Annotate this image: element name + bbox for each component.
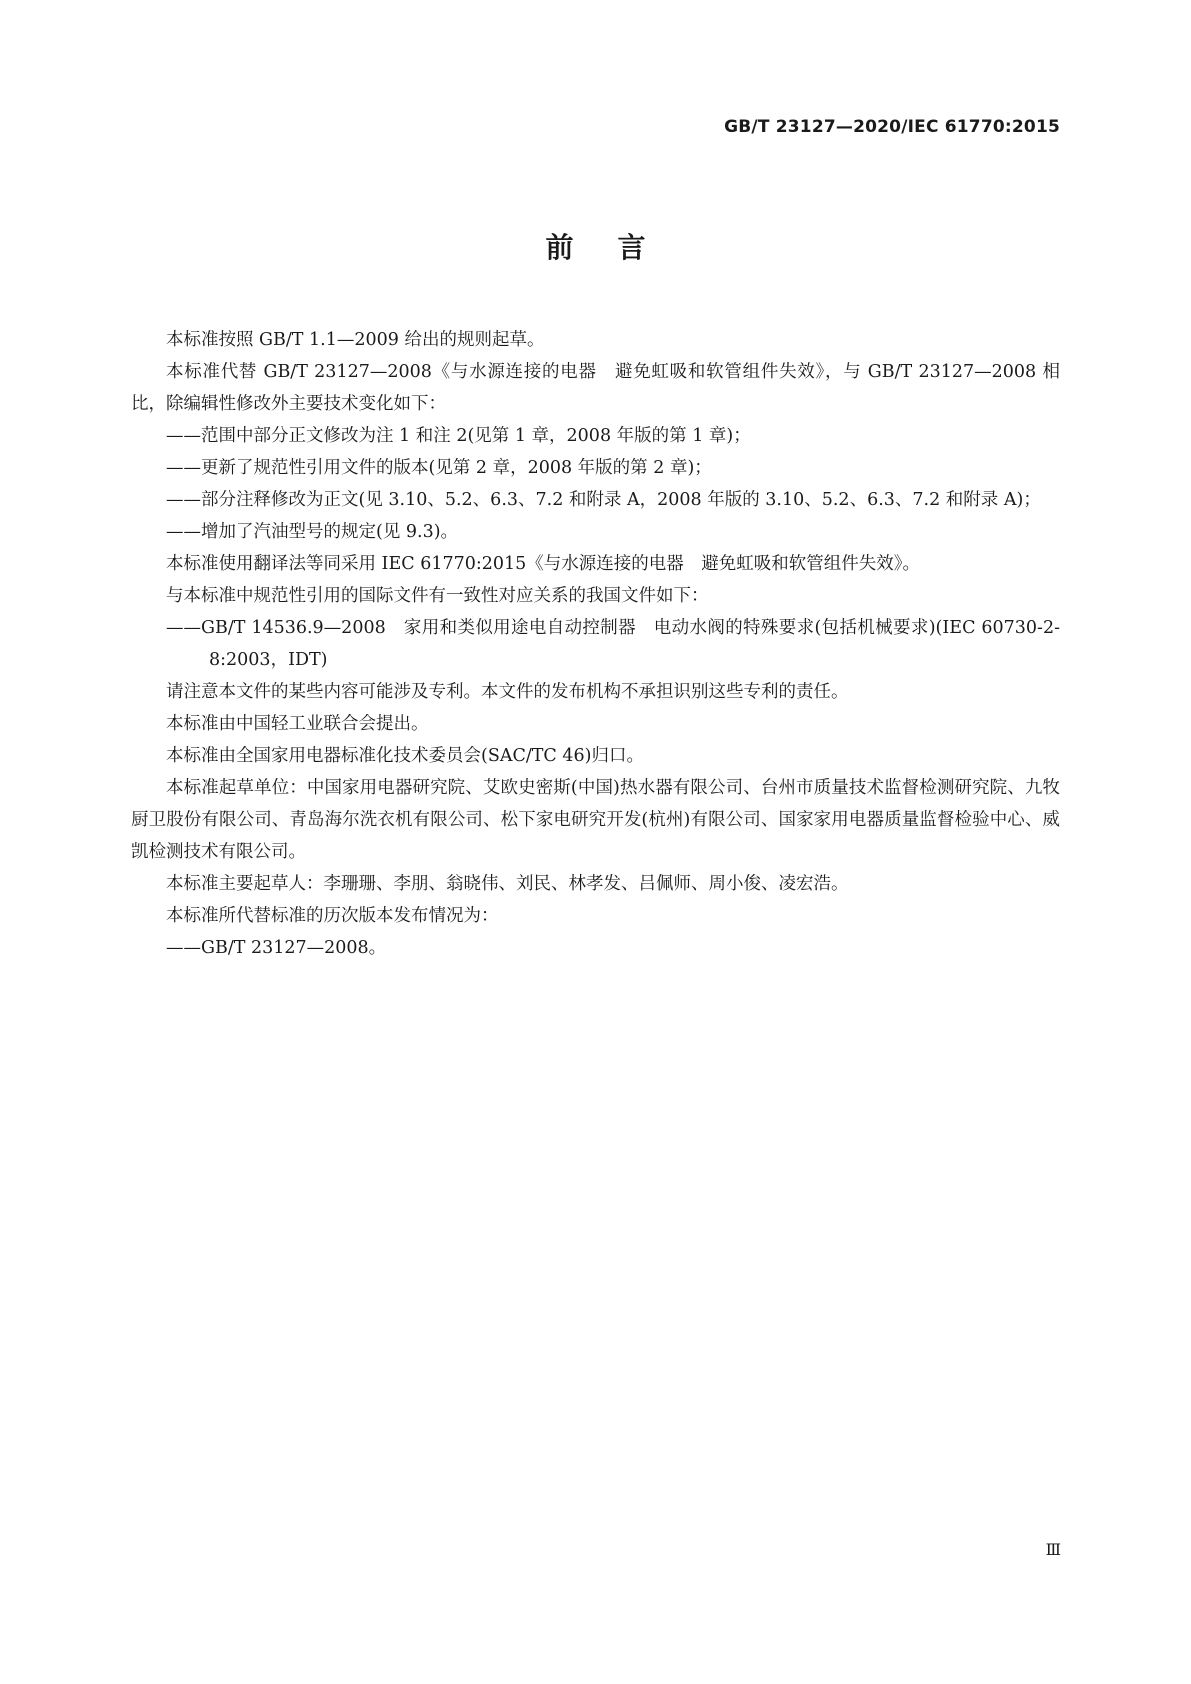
paragraph-proposed-by: 本标准由中国轻工业联合会提出。 (166, 714, 429, 734)
foreword-body (131, 324, 1060, 964)
list-item-history-version: ——GB/T 23127—2008。 (166, 938, 387, 958)
page-number: Ⅲ (1045, 1540, 1060, 1559)
paragraph-patents: 请注意本文件的某些内容可能涉及专利。本文件的发布机构不承担识别这些专利的责任。 (166, 682, 849, 702)
paragraph-history: 本标准所代替标准的历次版本发布情况为： (166, 906, 499, 926)
list-item-change-gasoline: ——增加了汽油型号的规定(见 9.3)。 (166, 522, 459, 542)
paragraph-correspondence: 与本标准中规范性引用的国际文件有一致性对应关系的我国文件如下： (166, 586, 709, 606)
paragraph-centralized-by: 本标准由全国家用电器标准化技术委员会(SAC/TC 46)归口。 (166, 746, 644, 766)
list-item-change-notes: ——部分注释修改为正文(见 3.10、5.2、6.3、7.2 和附录 A，2008 年版的 3.10、5.2、6.3、7.2 和附录 A)； (166, 490, 1041, 510)
page-title: 前言 (545, 231, 690, 264)
list-item-change-references: ——更新了规范性引用文件的版本(见第 2 章，2008 年版的第 2 章)； (166, 458, 712, 478)
standard-code: GB/T 23127—2020/IEC 61770:2015 (724, 117, 1060, 137)
paragraph-replacement: 本标准代替 GB/T 23127—2008《与水源连接的电器 避免虹吸和软管组件失效》，与 GB/T 23127—2008 相比，除编辑性修改外主要技术变化如下： (131, 362, 1060, 414)
paragraph-drafting-rules: 本标准按照 GB/T 1.1—2009 给出的规则起草。 (166, 330, 545, 350)
list-item-corresponding-standard: ——GB/T 14536.9—2008 家用和类似用途电自动控制器 电动水阀的特殊要求(包括机械要求)(IEC 60730-2-8:2003，IDT) (166, 618, 1060, 670)
paragraph-adoption: 本标准使用翻译法等同采用 IEC 61770:2015《与水源连接的电器 避免虹吸和软管组件失效》。 (166, 554, 921, 574)
list-item-change-scope: ——范围中部分正文修改为注 1 和注 2(见第 1 章，2008 年版的第 1 章)； (166, 426, 751, 446)
paragraph-drafters: 本标准主要起草人：李珊珊、李朋、翁晓伟、刘民、林孝发、吕佩师、周小俊、凌宏浩。 (166, 874, 849, 894)
paragraph-drafting-units: 本标准起草单位：中国家用电器研究院、艾欧史密斯(中国)热水器有限公司、台州市质量技术监督检测研究院、九牧厨卫股份有限公司、青岛海尔洗衣机有限公司、松下家电研究开发(杭州)有限公司、国家家用电器质量监督检验中心、威凯检测技术有限公司。 (131, 778, 1060, 862)
